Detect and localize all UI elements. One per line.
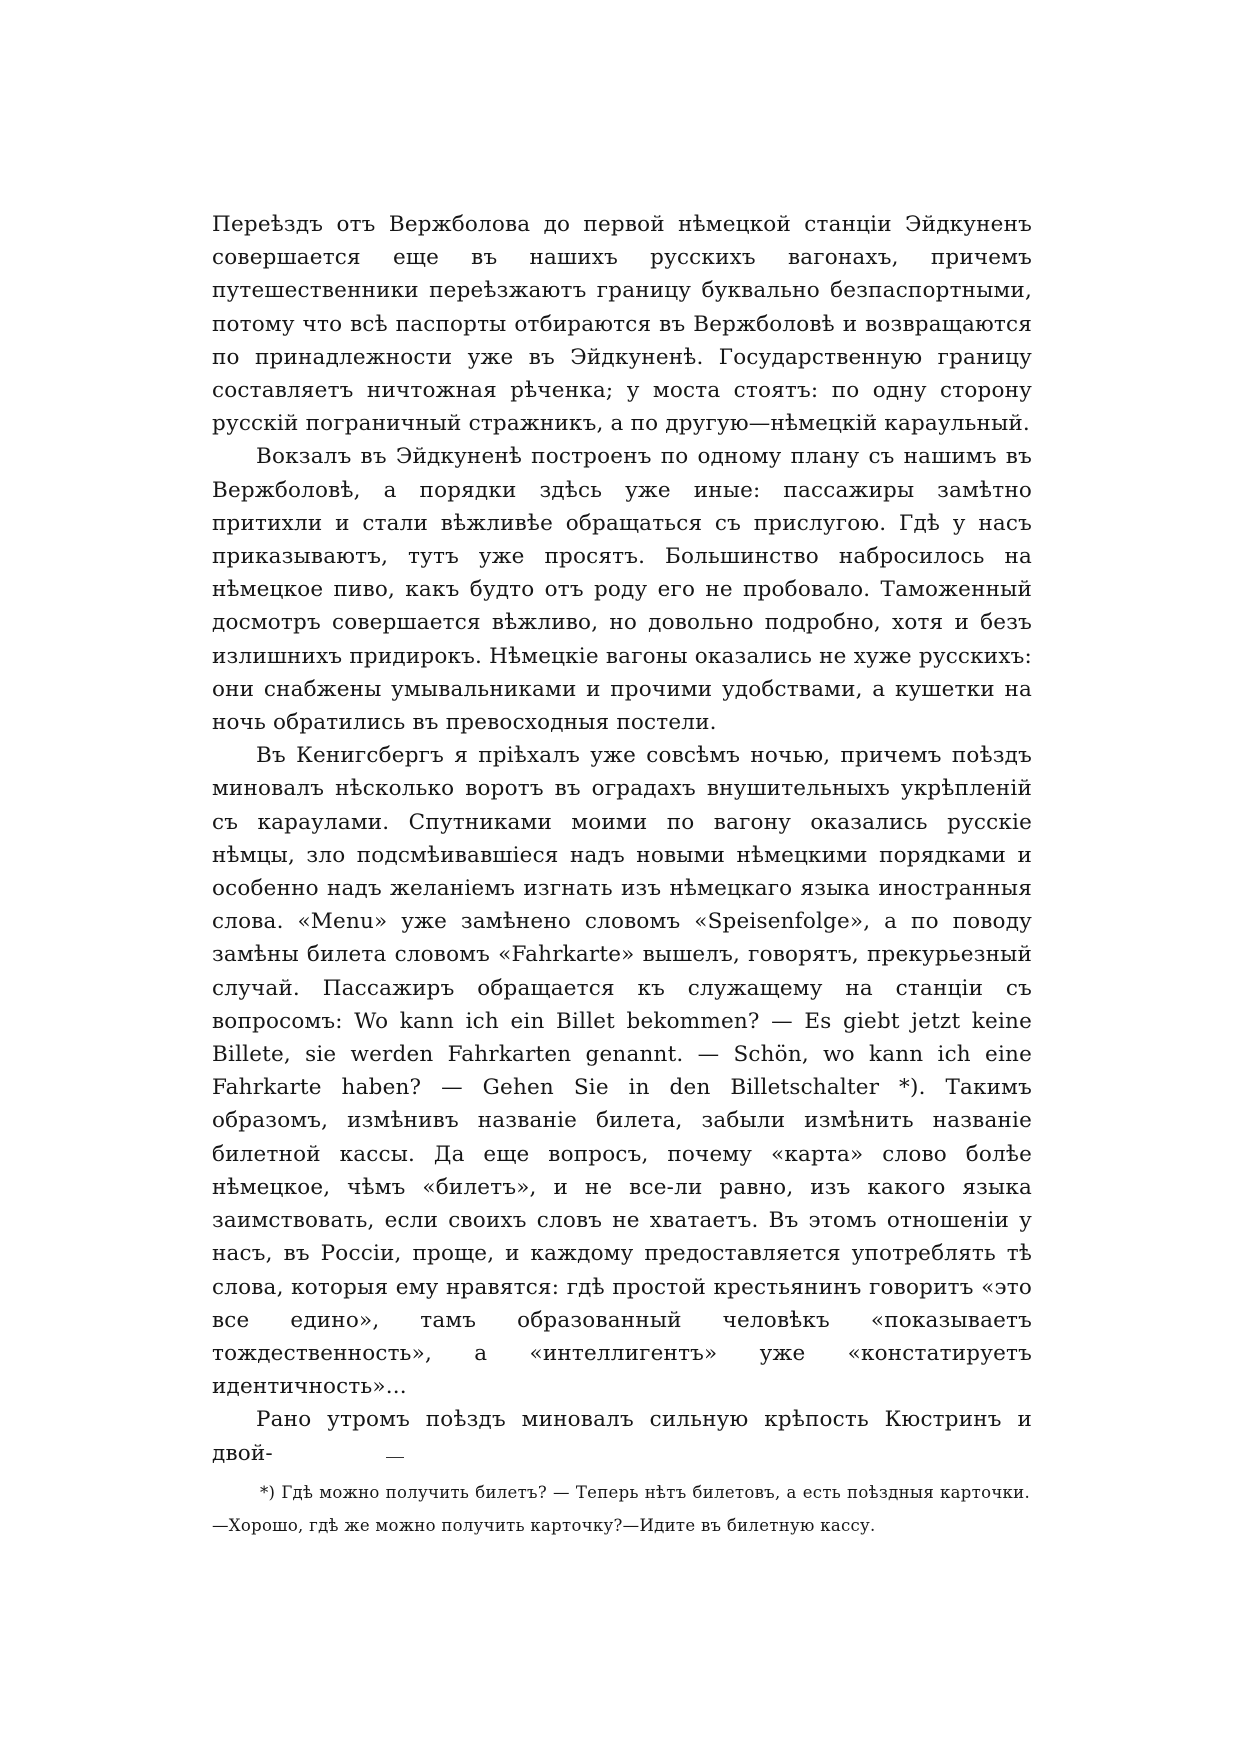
footnote-divider: [386, 1457, 404, 1458]
paragraph-4: Рано утромъ поѣздъ миновалъ сильную крѣпость Кюстринъ и двой-: [212, 1407, 1032, 1466]
main-text: [212, 208, 1032, 1470]
paragraph-2: Вокзалъ въ Эйдкуненѣ построенъ по одному плану съ нашимъ въ Вержболовѣ, а порядки здѣсь уже иные: пассажиры замѣтно притихли и стали вѣжливѣе обращаться съ прислугою. Гдѣ у насъ приказываютъ, тутъ уже просятъ. Большинство набросилось на нѣмецкое пиво, какъ будто отъ роду его не пробовало. Таможенный досмотръ совершается вѣжливо, но довольно подробно, хотя и безъ излишнихъ придирокъ. Нѣмецкіе вагоны оказались не хуже русскихъ: они снабжены умывальниками и прочими удобствами, а кушетки на ночь обратились въ превосходныя постели.: [212, 444, 1032, 736]
paragraph-3: Въ Кенигсбергъ я пріѣхалъ уже совсѣмъ ночью, причемъ поѣздъ миновалъ нѣсколько воротъ въ оградахъ внушительныхъ укрѣпленій съ караулами. Спутниками моими по вагону оказались русскіе нѣмцы, зло подсмѣивавшіеся надъ новыми нѣмецкими порядками и особенно надъ желаніемъ изгнать изъ нѣмецкаго языка иностранныя слова. «Menu» уже замѣнено словомъ «Speisenfolge», а по поводу замѣны билета словомъ «Fahrkarte» вышелъ, говорятъ, прекурьезный случай. Пассажиръ обращается къ служащему на станціи съ вопросомъ: Wo kann ich ein Billet bekommen? — Es giebt jetzt keine Billete, sie werden Fahrkarten genannt. — Schön, wo kann ich eine Fahrkarte haben? — Gehen Sie in den Billetschalter *). Такимъ образомъ, измѣнивъ названіе билета, забыли измѣнить названіе билетной кассы. Да еще вопросъ, почему «карта» слово болѣе нѣмецкое, чѣмъ «билетъ», и не все-ли равно, изъ какого языка заимствовать, если своихъ словъ не хватаетъ. Въ этомъ отношеніи у насъ, въ Россіи, проще, и каждому предоставляется употреблять тѣ слова, которыя ему нравятся: гдѣ простой крестьянинъ говоритъ «это все едино», тамъ образованный человѣкъ «показываетъ тождественность», а «интеллигентъ» уже «констатируетъ идентичность»...: [212, 743, 1032, 1400]
footnote: *) Гдѣ можно получить билетъ? — Теперь нѣтъ билетовъ, а есть поѣздныя карточки. —Хорошо, гдѣ же можно получить карточку?—Идите въ билетную кассу.: [212, 1483, 1030, 1535]
paragraph-1: Переѣздъ отъ Вержболова до первой нѣмецкой станціи Эйдкуненъ совершается еще въ нашихъ русскихъ вагонахъ, причемъ путешественники переѣзжаютъ границу буквально безпаспортными, потому что всѣ паспорты отбираются въ Вержболовѣ и возвращаются по принадлежности уже въ Эйдкуненѣ. Государственную границу составляетъ ничтожная рѣченка; у моста стоятъ: по одну сторону русскій пограничный стражникъ, а по другую—нѣмецкій караульный.: [212, 212, 1032, 437]
